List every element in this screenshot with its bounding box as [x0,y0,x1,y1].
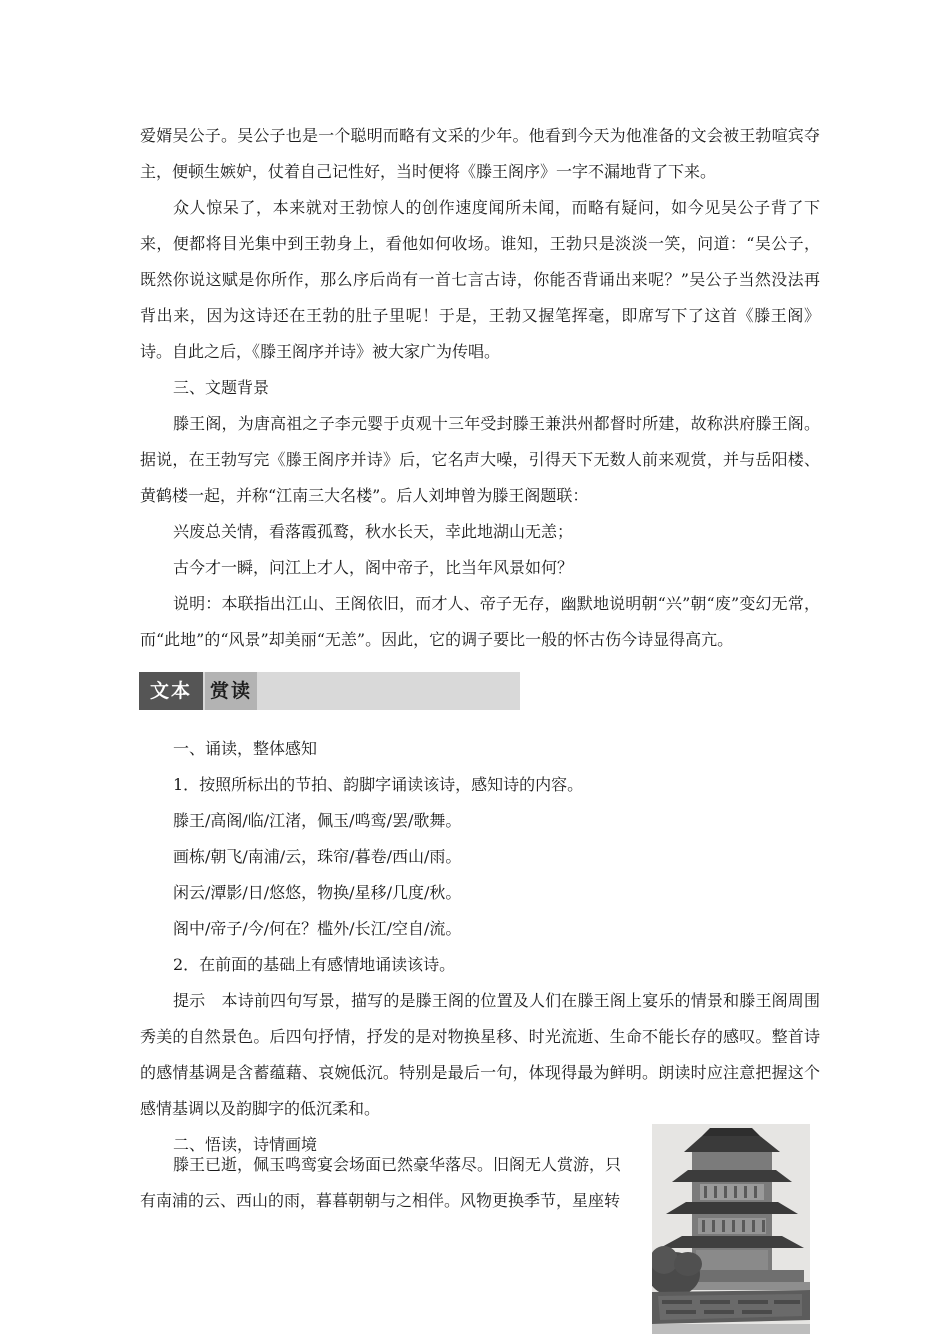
pavilion-illustration [652,1124,810,1334]
wrapped-line-1: 滕王已逝，佩玉鸣鸾宴会场面已然豪华落尽。旧阁无人赏游，只 [173,1155,622,1174]
paragraph-background: 滕王阁，为唐高祖之子李元婴于贞观十三年受封滕王兼洪州都督时所建，故称洪府滕王阁。据说，在王勃写完《滕王阁序并诗》后，它名声大噪，引得天下无数人前来观赏，并与岳阳楼、黄鹤楼一起，并称“江南三大名楼”。后人刘坤曾为滕王阁题联： [140,414,820,505]
section-banner [139,672,520,710]
banner-label-reading: 赏读 [205,672,257,710]
heading-background: 三、文题背景 [173,378,270,397]
poem-line: 滕王/高阁/临/江渚，佩玉/鸣鸾/罢/歌舞。 [173,811,462,830]
banner-label-text: 文本 [139,672,203,710]
poem-line: 阁中/帝子/今/何在？槛外/长江/空自/流。 [173,919,462,938]
reading-section [140,731,820,1163]
couplet-line-2: 古今才一瞬，问江上才人，阁中帝子，比当年风景如何？ [173,558,574,577]
task-item-1: 1．按照所标出的节拍、韵脚字诵读该诗，感知诗的内容。 [173,775,584,794]
poem-line: 画栋/朝飞/南浦/云，珠帘/暮卷/西山/雨。 [173,847,462,866]
poem-line: 闲云/潭影/日/悠悠，物换/星移/几度/秋。 [173,883,462,902]
paragraph-hint: 提示 本诗前四句写景，描写的是滕王阁的位置及人们在滕王阁上宴乐的情景和滕王阁周围秀美的自然景色。后四句抒情，抒发的是对物换星移、时光流逝、生命不能长存的感叹。整首诗的感情基调是含蓄蕴藉、哀婉低沉。特别是最后一句，体现得最为鲜明。朗读时应注意把握这个感情基调以及韵脚字的低沉柔和。 [140,991,820,1118]
wrapped-line-2: 有南浦的云、西山的雨，暮暮朝朝与之相伴。风物更换季节，星座转 [140,1191,621,1210]
pavilion-photo [652,1124,810,1334]
story-section [140,118,820,658]
paragraph-couplet-note: 说明：本联指出江山、王阁依旧，而才人、帝子无存，幽默地说明朝“兴”朝“废”变幻无常，而“此地”的“风景”却美丽“无恙”。因此，它的调子要比一般的怀古伤今诗显得高亢。 [140,594,820,649]
paragraph-story-ending: 众人惊呆了，本来就对王勃惊人的创作速度闻所未闻，而略有疑问，如今见吴公子背了下来，便都将目光集中到王勃身上，看他如何收场。谁知，王勃只是淡淡一笑，问道：“吴公子，既然你说这赋是你所作，那么序后尚有一首七言古诗，你能否背诵出来呢？”吴公子当然没法再背出来，因为这诗还在王勃的肚子里呢！于是，王勃又握笔挥毫，即席写下了这首《滕王阁》诗。自此之后，《滕王阁序并诗》被大家广为传唱。 [140,198,820,361]
wrapped-text [140,1147,640,1219]
heading-recite: 一、诵读，整体感知 [173,739,318,758]
heading-imagery: 二、悟读，诗情画境 [173,1135,318,1154]
task-item-2: 2．在前面的基础上有感情地诵读该诗。 [173,955,456,974]
paragraph-story-end: 爱婿吴公子。吴公子也是一个聪明而略有文采的少年。他看到今天为他准备的文会被王勃喧宾夺主，便顿生嫉妒，仗着自己记性好，当时便将《滕王阁序》一字不漏地背了下来。 [140,126,820,181]
couplet-line-1: 兴废总关情，看落霞孤鹜，秋水长天，幸此地湖山无恙； [173,522,574,541]
